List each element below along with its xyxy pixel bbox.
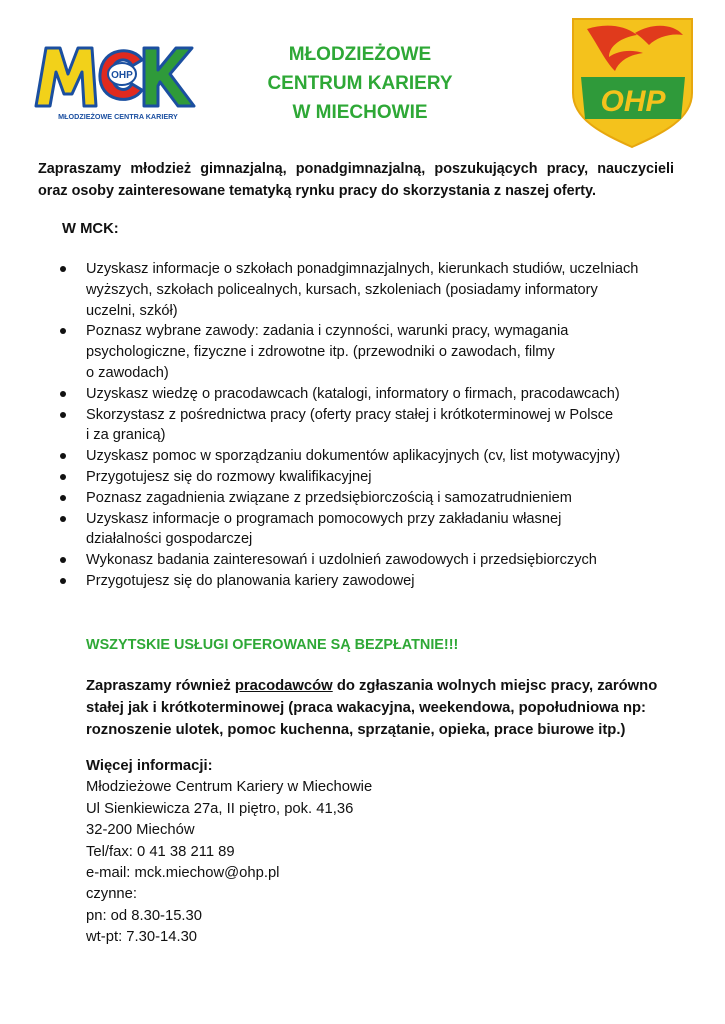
services-list	[56, 259, 686, 592]
employers-paragraph	[86, 675, 686, 741]
bullet-icon	[60, 495, 66, 501]
bullet-icon	[60, 412, 66, 418]
list-item: Uzyskasz informacje o szkołach ponadgimnazjalnych, kierunkach studiów, uczelniach wyższych, szkołach policealnych, kursach, szkoleniach (posiadamy informatory uczelni, szkół)	[56, 259, 686, 321]
list-item: Uzyskasz wiedzę o pracodawcach (katalogi, informatory o firmach, pracodawcach)	[56, 384, 686, 405]
bullet-icon	[60, 453, 66, 459]
mck-logo	[30, 28, 200, 123]
list-item: Przygotujesz się do rozmowy kwalifikacyjnej	[56, 467, 686, 488]
contact-line: Młodzieżowe Centrum Kariery w Miechowie	[86, 779, 373, 796]
list-item: Skorzystasz z pośrednictwa pracy (oferty pracy stałej i krótkoterminowej w Polsce i za granicą)	[56, 405, 686, 447]
bullet-icon	[60, 391, 66, 397]
list-item: Poznasz zagadnienia związane z przedsiębiorczością i samozatrudnieniem	[56, 488, 686, 509]
mck-logo-caption: MŁODZIEŻOWE CENTRA KARIERY	[58, 112, 178, 121]
contact-email: e-mail: mck.miechow@ohp.pl	[86, 865, 280, 882]
bullet-icon	[60, 557, 66, 563]
bullet-icon	[60, 328, 66, 334]
contact-line: 32-200 Miechów	[86, 822, 195, 839]
employers-line: stałej jak i krótkoterminowej (praca wakacyjna, weekendowa, popołudniowa np:	[86, 700, 646, 716]
contact-line: pn: od 8.30-15.30	[86, 907, 203, 924]
bullet-icon	[60, 578, 66, 584]
title-line: CENTRUM KARIERY	[267, 73, 453, 94]
list-item: Przygotujesz się do planowania kariery zawodowej	[56, 571, 686, 592]
mck-logo-badge: OHP	[111, 70, 133, 81]
bullet-icon	[60, 266, 66, 272]
bullet-icon	[60, 474, 66, 480]
ohp-logo-text: OHP	[600, 85, 666, 118]
contact-line: wt-pt: 7.30-14.30	[86, 929, 198, 946]
list-item: Wykonasz badania zainteresowań i uzdolnień zawodowych i przedsiębiorczych	[56, 550, 686, 571]
contact-block	[86, 756, 606, 949]
contact-line: Tel/fax: 0 41 38 211 89	[86, 843, 235, 860]
ohp-logo	[565, 15, 700, 150]
employers-line: roznoszenie ulotek, pomoc kuchenna, sprzątanie, opieka, prace biurowe itp.)	[86, 722, 626, 738]
title-line: MŁODZIEŻOWE	[288, 44, 432, 65]
list-item: Uzyskasz pomoc w sporządzaniu dokumentów aplikacyjnych (cv, list motywacyjny)	[56, 446, 686, 467]
contact-line: Ul Sienkiewicza 27a, II piętro, pok. 41,36	[86, 800, 354, 817]
employers-underlined: pracodawców	[234, 678, 333, 694]
list-item: Uzyskasz informacje o programach pomocowych przy zakładaniu własnej działalności gospodarczej	[56, 509, 686, 551]
intro-paragraph: Zapraszamy młodzież gimnazjalną, ponadgimnazjalną, poszukujących pracy, nauczycieli oraz osoby zainteresowane tematyką rynku pracy do skorzystania z naszej oferty.	[38, 161, 674, 199]
bullet-icon	[60, 516, 66, 522]
contact-line: czynne:	[86, 886, 137, 903]
title-line: W MIECHOWIE	[292, 102, 428, 123]
free-services-notice: WSZYTSKIE USŁUGI OFEROWANE SĄ BEZPŁATNIE!!!	[86, 637, 459, 653]
list-item: Poznasz wybrane zawody: zadania i czynności, warunki pracy, wymagania psychologiczne, fizyczne i zdrowotne itp. (przewodniki o zawodach, filmy o zawodach)	[56, 321, 686, 383]
contact-heading: Więcej informacji:	[86, 758, 213, 774]
page-title	[220, 40, 500, 127]
employers-line: Zapraszamy również pracodawców do zgłaszania wolnych miejsc pracy, zarówno	[86, 678, 658, 694]
section-label: W MCK:	[62, 221, 119, 237]
